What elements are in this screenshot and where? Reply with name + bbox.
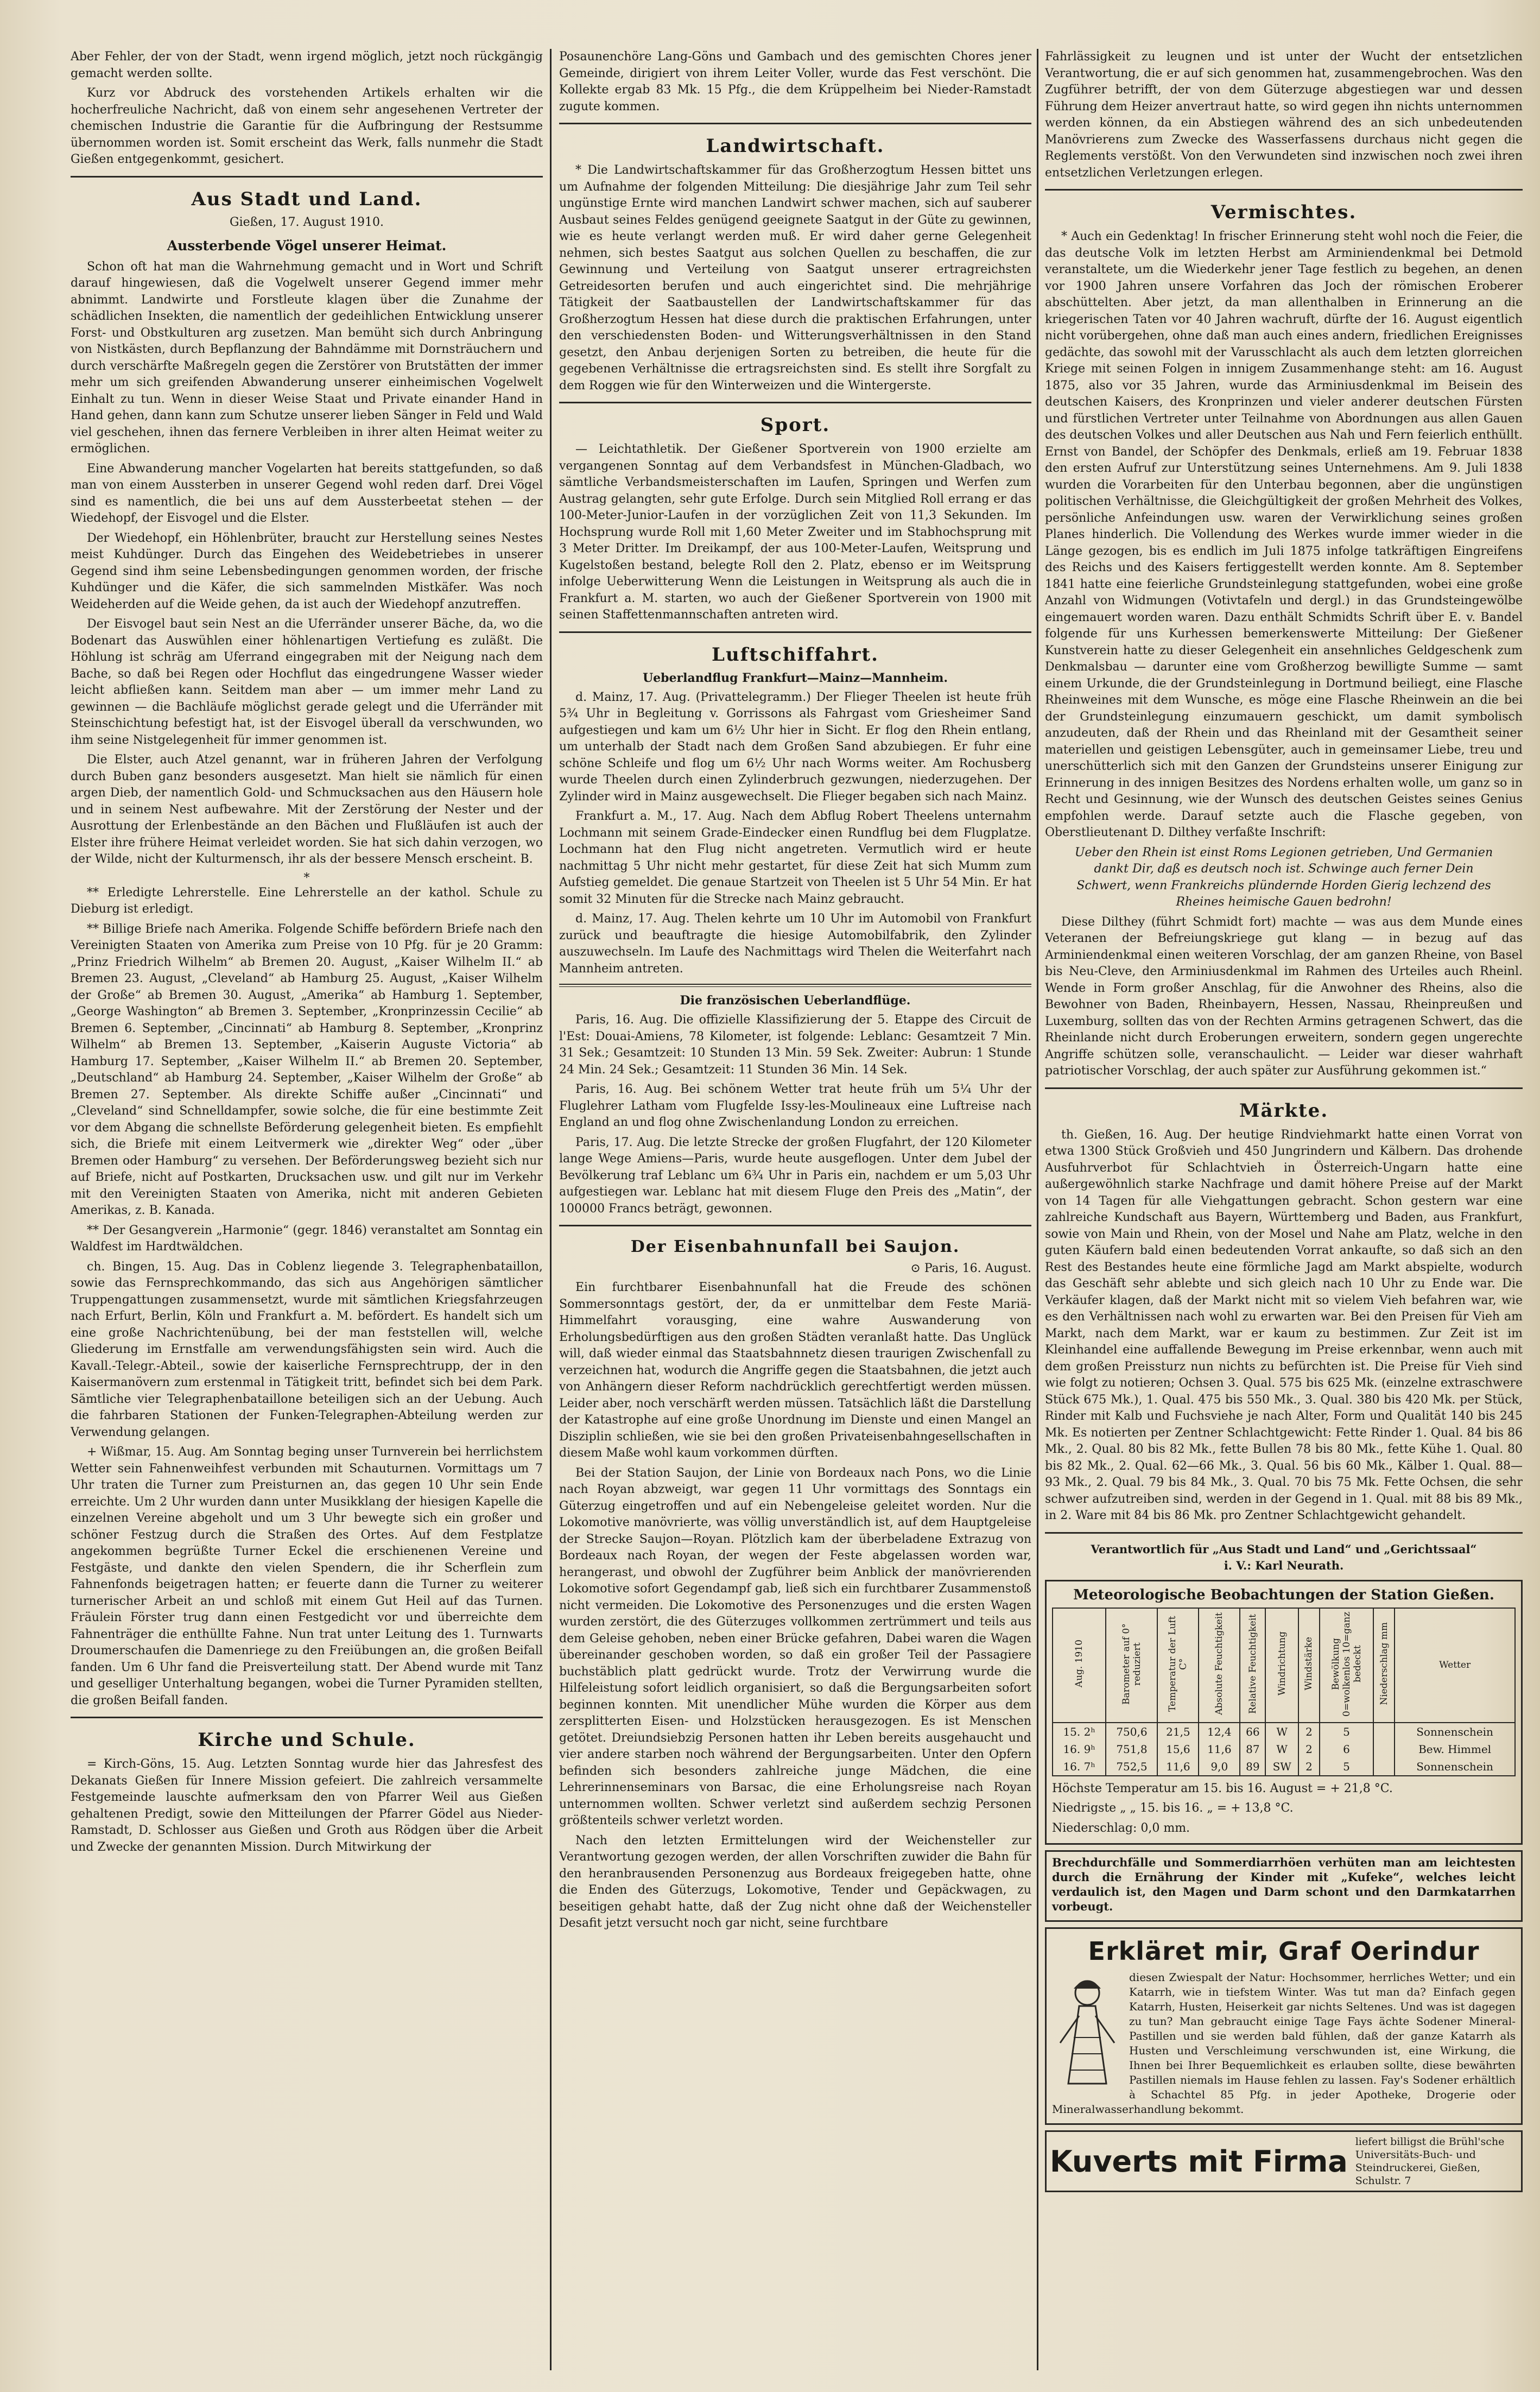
article-paragraph: Paris, 16. Aug. Die offizielle Klassifizierung der 5. Etappe des Circuit de l'Est: Douai-Amiens, 78 Kilometer, ist folgende: Leblanc: Gesamtzeit 7 Min. 31 Sek.; Gesamtzeit: 10 Stunden 13 Min. 59 Sek. Zweiter: Aubrun: 1 Stunde 24 Min. 24 Sek.; Gesamtzeit: 11 Stunden 36 Min. 14 Sek.: [559, 1013, 1031, 1077]
advertisement-kuverts: [1045, 2130, 1523, 2192]
weather-table: [1052, 1608, 1516, 1776]
weather-cell: 751,8: [1106, 1741, 1157, 1758]
weather-cell: [1373, 1723, 1395, 1741]
article-subtitle: Die französischen Ueberlandflüge.: [680, 993, 911, 1008]
advertisement-sodener: [1045, 1927, 1523, 2125]
news-item: + Wißmar, 15. Aug. Am Sonntag beging unser Turnverein bei herrlichstem Wetter sein Fahnenweihfest verbunden mit Schauturnen. Vormittags um 7 Uhr traten die Turner zum Preisturnen an, das gegen 10 Uhr sein Ende erreichte. Um 2 Uhr wurden dann unter Musikklang der hiesigen Kapelle die einzelnen Vereine abgeholt und um 3 Uhr bewegte sich ein großer und schöner Festzug durch die Straßen des Ortes. Auf dem Festplatze angekommen begrüßte Turner Eckel die erschienenen Vereine und Festgäste, und dankte den vielen Spendern, die ihr Scherflein zum Fahnenfonds beigetragen hatten; er feuerte dann die Turner zu weiterer turnerischer Arbeit an und schloß mit einem Gut Heil auf das Turnen. Fräulein Förster trug dann einen Festgedicht vor und überreichte dem Fahnenträger die enthüllte Fahne. Nun trat unter Leitung des 1. Turnwarts Droumerschaufen die Damenriege zu den Freiübungen an, die großen Beifall fanden. Um 6 Uhr fand die Preisverteilung statt. Der Abend wurde mit Tanz und geselliger Unterhaltung begangen, wobei die Turner Pyramiden stellten, die großen Beifall fanden.: [71, 1445, 543, 1707]
article-paragraph: Der Eisvogel baut sein Nest an die Uferränder unserer Bäche, da, wo die Bodenart das Auswühlen einer höhlenartigen Vertiefung es zuläßt. Die Höhlung ist schräg am Uferrand eingegraben mit der Neigung nach dem Bache, so daß bei Regen oder Hochflut das eingedrungene Wasser wieder leicht abfließen kann. Seitdem man aber — um immer mehr Land zu gewinnen — die Bachläufe möglichst gerade gelegt und die Uferränder mit Steinschichtung befestigt hat, ist der Eisvogel überall da verschwunden, wo ihm seine Nistgelegenheit für immer genommen ist.: [71, 617, 543, 747]
section-title: Der Eisenbahnunfall bei Saujon.: [630, 1237, 960, 1256]
weather-row: [1053, 1758, 1515, 1776]
article-paragraph: Ein furchtbarer Eisenbahnunfall hat die Freude des schönen Sommersonntags gestört, der, da er unmittelbar dem Feste Mariä-Himmelfahrt vorausging, eine wahre Auswanderung von Erholungsbedürftigen aus den großen Städten veranlaßt hatte. Das Unglück will, daß wieder einmal das Staatsbahnnetz diesen traurigen Zwischenfall zu verzeichnen hat, wodurch die Angriffe gegen die Staatsbahnen, die jetzt auch von Anhängern dieser Reform nachdrücklich gerechtfertigt werden müssen. Leider aber, noch verschärft werden müssen. Tatsächlich läßt die Darstellung der Katastrophe auf eine große Unordnung im Dienste und einen Mangel an Disziplin schließen, wie sie bei den großen Privateisenbahngesellschaften in diesem Maße wohl kaum vorkommen dürften.: [559, 1281, 1031, 1460]
article-paragraph: d. Mainz, 17. Aug. (Privattelegramm.) Der Flieger Theelen ist heute früh 5¾ Uhr in Begleitung v. Gorrissons als Fahrgast vom Griesheimer Sand aufgestiegen und kam um 6½ Uhr hier in Sicht. Er flog den Rhein entlang, um unterhalb der Stadt nach dem Großen Sand abzubiegen. Er fuhr eine schöne Schleife und flog um 6½ Uhr nach Worms weiter. Am Rochusberg wurde Theelen durch einen Zylinderbruch gezwungen, niederzugehen. Der Zylinder wird in Mainz ausgewechselt. Die Flieger begaben sich nach Mainz.: [559, 690, 1031, 803]
article-paragraph: Paris, 16. Aug. Bei schönem Wetter trat heute früh um 5¼ Uhr der Fluglehrer Latham vom Flugfelde Issy-les-Moulineaux eine Luftreise nach England an und flog ohne Zwischenlandung London zu erreichen.: [559, 1083, 1031, 1129]
weather-cell: Bew. Himmel: [1395, 1741, 1515, 1758]
article-paragraph: Diese Dilthey (führt Schmidt fort) machte — was aus dem Munde eines Veteranen der Befreiungskriege gut klang — in bezug auf das Arminiendenkmal einen weiteren Vorschlag, der am ganzen Rheine, von Basel bis Neu-Cleve, den Arminiusdenkmal im Rahmen des Urteiles auch Rheinl. Wende in Form großer Anschlag, für die Anwohner des Rheins, also die Bewohner von Baden, Rheinbayern, Hessen, Nassau, Rheinpreußen und Luxemburg, sollten das von der Rechten Armins getragenen Schwert, das die Rheinlande nicht durch Eroberungen erweitern, sondern gegen ungerechte Angriffe schützen solle, veranschaulicht. — Leider war dieser wahrhaft patriotischer Vorschlag, der auch später zur Ausführung gekommen ist.“: [1045, 915, 1523, 1078]
divider: [559, 984, 1031, 987]
divider: [559, 631, 1031, 633]
article-paragraph: Paris, 17. Aug. Die letzte Strecke der großen Flugfahrt, der 120 Kilometer lange Wege Amiens—Paris, wurde heute ausgeflogen. Unter dem Jubel der Bevölkerung traf Leblanc um 6¾ Uhr in Paris ein, nachdem er um 5,03 Uhr aufgestiegen war. Leblanc hat mit diesem Fluge den Preis des „Matin“, der 100000 Francs beträgt, gewonnen.: [559, 1135, 1031, 1216]
weather-cell: 5: [1320, 1723, 1373, 1741]
article-paragraph: Frankfurt a. M., 17. Aug. Nach dem Abflug Robert Theelens unternahm Lochmann mit seinem Grade-Eindecker einen Rundflug bei dem Flugplatze. Lochmann hat den Flug nicht angetreten. Vermutlich wird er heute nachmittag 5 Uhr nicht mehr gestartet, für diese Zeit hat sich Mumm zum Aufstieg gemeldet. Die genaue Startzeit von Theelen ist 5 Uhr 54 Min. Er hat somit 32 Minuten für die Strecke nach Mainz gebraucht.: [559, 809, 1031, 906]
column-2: [559, 49, 1031, 2376]
article-paragraph: * Auch ein Gedenktag! In frischer Erinnerung steht wohl noch die Feier, die das deutsche Volk im letzten Herbst am Arminiendenkmal bei Detmold veranstaltete, um die Wiederkehr jener Tage festlich zu begehen, an denen vor 1900 Jahren unsere Vorfahren das Joch der römischen Eroberer abschüttelten. Aber jetzt, da man allenthalben in Erinnerung an die kriegerischen Taten vor 40 Jahren wachruft, dürfte der 16. August eigentlich nicht vorübergehen, ohne daß man auch eines andern, friedlichen Ereignisses gedächte, das sowohl mit der Varusschlacht als auch dem letzten glorreichen Kriege mit seinen Folgen in innigem Zusammenhange steht: am 16. August 1875, also vor 35 Jahren, wurde das Arminiusdenkmal im Beisein des deutschen Kaisers, des Kronprinzen und vieler anderer deutschen Fürsten und fürstlichen Vertreter unter Teilnahme von Abordnungen aus allen Gauen des deutschen Volkes und aller Deutschen aus Nah und Fern feierlich enthüllt. Ernst von Bandel, der Schöpfer des Denkmals, erließ am 19. Februar 1838 den ersten Aufruf zur Unterstützung seines Unternehmens. Am 9. Juli 1838 wurden die Vorarbeiten für den Unterbau begonnen, aber die ungünstigen politischen Verhältnisse, die Gleichgültigkeit der großen Mehrheit des Volkes, persönliche Anfeindungen usw. waren der Verwirklichung seines großen Planes hinderlich. Die Vollendung des Werkes wurde immer wieder in die Länge gezogen, bis es endlich im Juli 1875 infolge tatkräftigen Eingreifens des Reichs und des Kaisers fertiggestellt werden konnte. Am 8. September 1841 hatte eine feierliche Grundsteinlegung stattgefunden, wobei eine große Anzahl von Widmungen (Votivtafeln und dergl.) in das Grundsteingewölbe eingemauert worden waren. Dazu enthält Schmidts Schrift über E. v. Bandel folgende für uns Kurhessen bemerkenswerte Mitteilung: Der Gießener Kunstverein hatte zu dieser Gelegenheit ein ansehnliches Geldgeschenk zum Denkmalsbau — darunter eine vom Großherzog bewilligte Summe — samt einem Urkunde, die der Grundsteinlegung in Dortmund beiliegt, eine Flasche Rheinweines mit dem Wunsche, es möge eine Flasche Rheinwein an die bei der Grundsteinlegung einzumauern geschickt, um damit symbolisch anzudeuten, daß der Rhein und das Rheinland mit der Gesamtheit seiner materiellen und geistigen Lebensgüter, auch in gemeinsamer Liebe, treu und unerschütterlich sich mit den Ganzen der Grundsteins unserer Einigung zur Erinnerung in des innigen Besitzes des Nordens erhalten wolle, um ganz so in Recht und Gesinnung, wie der Wunsch des deutschen Geistes seines Genius empfohlen werde. Darauf setzte auch die Flasche gegeben, von Oberstlieutenant D. Dilthey verfaßte Inschrift:: [1045, 230, 1523, 839]
weather-cell: 750,6: [1106, 1723, 1157, 1741]
news-item: ** Der Gesangverein „Harmonie“ (gegr. 1846) veranstaltet am Sonntag ein Waldfest im Hardtwäldchen.: [71, 1223, 543, 1254]
weather-header: Relative Feuchtigkeit: [1240, 1608, 1265, 1723]
article-paragraph: Nach den letzten Ermittelungen wird der Weichensteller zur Verantwortung gezogen werden, der allen Vorschriften zuwider die Bahn für den heranbrausenden Personenzug aus Bordeaux freigegeben hatte, ohne die Enden des Güterzugs, Lokomotive, Tender und Gepäckwagen, zu beseitigen gehabt hatte, daß der Zug nicht ohne daß der Weichensteller Desafit jetzt versucht noch gar nicht, seine furchtbare: [559, 1833, 1031, 1930]
weather-cell: 9,0: [1199, 1758, 1240, 1776]
section-title: Sport.: [760, 414, 831, 436]
weather-cell: 87: [1240, 1741, 1265, 1758]
weather-cell: 5: [1320, 1758, 1373, 1776]
weather-cell: SW: [1265, 1758, 1298, 1776]
weather-cell: 89: [1240, 1758, 1265, 1776]
weather-box: [1045, 1580, 1523, 1845]
divider: [559, 123, 1031, 124]
weather-cell: Sonnenschein: [1395, 1723, 1515, 1741]
weather-header: Bewölkung 0=wolkenlos 10=ganz bedeckt: [1320, 1608, 1373, 1723]
weather-header: Aug. 1910: [1053, 1608, 1106, 1723]
article-paragraph: th. Gießen, 16. Aug. Der heutige Rindviehmarkt hatte einen Vorrat von etwa 1300 Stück Großvieh und 450 Jungrindern und Kälbern. Das drohende Ausfuhrverbot für Schlachtvieh in Österreich-Ungarn hatte eine außergewöhnlich starke Nachfrage und damit höhere Preise auf der Markt von 14 Tagen für alle Viehgattungen gebracht. Schon gestern war eine zahlreiche Kundschaft aus Bayern, Württemberg und Baden, aus Frankfurt, sowie von Main und Rhein, von der Mosel und Nahe am Platz, welche in den guten Käufern bald einen bedeutenden Vorrat ankaufte, so daß sich an den Rest des Bestandes heute eine förmliche Jagd am Markt abspielte, wodurch das Geschäft sehr ablebte und sich gleich nach 10 Uhr zu Ende war. Die Verkäufer klagen, daß der Markt nicht mit so vielem Vieh befahren war, wie es den Verhältnissen nach wohl zu erwarten war. Bei den Preisen für Vieh am Markt, nach dem Markt, war er kaum zu bestimmen. Zur Zeit ist im Kleinhandel eine auffallende Bewegung im Preise erkennbar, wenn auch mit dem großen Preissturz nun nichts zu befürchten ist. Die Preise für Vieh sind wie folgt zu notieren; Ochsen 3. Qual. 575 bis 625 Mk. (einzelne extraschwere Stück 675 Mk.), 1. Qual. 475 bis 550 Mk., 3. Qual. 380 bis 420 Mk. per Stück, Rinder mit Kalb und Fuchsviehe je nach Alter, Form und Qualität 140 bis 245 Mk. Es notierten per Zentner Schlachtgewicht: Fette Rinder 1. Qual. 84 bis 86 Mk., 2. Qual. 80 bis 82 Mk., fette Bullen 78 bis 80 Mk., fette Kühe 1. Qual. 80 bis 82 Mk., 2. Qual. 62—66 Mk., 3. Qual. 56 bis 60 Mk., Kälber 1. Qual. 88—93 Mk., 2. Qual. 79 bis 84 Mk., 3. Qual. 70 bis 75 Mk. Fette Ochsen, die sehr schwer aufzutreiben sind, werden in der Gegend in 1. Qual. mit 88 bis 89 Mk., in 2. Ware mit 84 bis 86 Mk. pro Zentner Schlachtgewicht gehandelt.: [1045, 1128, 1523, 1522]
weather-cell: 11,6: [1157, 1758, 1199, 1776]
dateline: ⊙ Paris, 16. August.: [910, 1262, 1031, 1275]
weather-header: Absolute Feuchtigkeit: [1199, 1608, 1240, 1723]
weather-cell: 11,6: [1199, 1741, 1240, 1758]
divider: [1045, 1532, 1523, 1534]
article-title: Aussterbende Vögel unserer Heimat.: [167, 237, 447, 254]
weather-cell: 752,5: [1106, 1758, 1157, 1776]
advertisement-kufeke: [1045, 1850, 1523, 1922]
weather-cell: 6: [1320, 1741, 1373, 1758]
article-paragraph: * Die Landwirtschaftskammer für das Großherzogtum Hessen bittet uns um Aufnahme der folgenden Mitteilung: Die diesjährige Jahr zum Teil sehr ungünstige Ernte wird manchen Landwirt schwer machen, sich auf sauberer Ausbaut seines Feldes genügend geeignete Saatgut in der Güte zu gewinnen, wie es heute verlangt werden muß. Er wird daher gerne Gelegenheit nehmen, sich bestes Saatgut aus solchen Quellen zu beschaffen, die zur Gewinnung und Verteilung von Saatgut unserer ertragreichsten Getreidesorten berufen und auch eingerichtet sind. Die mehrjährige Tätigkeit der Saatbaustellen der Landwirtschaftskammer für das Großherzogtum Hessen hat diese durch die praktischen Erfahrungen, unter den verschiedensten Boden- und Witterungsverhältnissen in den Stand gesetzt, den Anbau derjenigen Sorten zu betreiben, die heute für die gegebenen Verhältnisse die ertragsreichsten sind. Es stellt ihre Sorgfalt zu dem Roggen wie für den Winterweizen und die Wintergerste.: [559, 163, 1031, 393]
article-paragraph: d. Mainz, 17. Aug. Thelen kehrte um 10 Uhr im Automobil von Frankfurt zurück und beauftragte die hiesige Automobilfabrik, den Zylinder auszuwechseln. Im Laufe des Nachmittags wird Thelen die Weiterfahrt nach Mannheim antreten.: [559, 912, 1031, 976]
weather-note: Niedrigste „ „ 15. bis 16. „ = + 13,8 °C.: [1052, 1801, 1294, 1815]
article-paragraph: Posaunenchöre Lang-Göns und Gambach und des gemischten Chores jener Gemeinde, dirigiert von ihrem Leiter Voller, wurde das Fest verschönt. Die Kollekte ergab 83 Mk. 15 Pfg., die dem Krüppelheim bei Nieder-Ramstadt zugute kommen.: [559, 50, 1031, 113]
article-paragraph: Fahrlässigkeit zu leugnen und ist unter der Wucht der entsetzlichen Verantwortung, die er auf sich genommen hat, zusammengebrochen. Was den Zugführer betrifft, der von dem Güterzuge abgestiegen war und dessen Führung dem Heizer anvertraut hatte, so wird gegen ihn nichts unternommen werden können, da ein Abstiegen während des an sich unbedeutenden Manövrierens zum Zwecke des Wasserfassens durchaus nicht gegen die Reglements verstößt. Von den Verwundeten sind inzwischen noch zwei ihren entsetzlichen Verletzungen erlegen.: [1045, 50, 1523, 180]
ad-text: diesen Zwiespalt der Natur: Hochsommer, herrliches Wetter; und ein Katarrh, wie in tiefstem Winter. Was tut man da? Einfach gegen Katarrh, Husten, Heiserkeit gar nichts Seltenes. Und was ist dagegen zu tun? Man gebraucht einige Tage Fays ächte Sodener Mineral-Pastillen und sie werden bald fühlen, daß der ganze Katarrh als Husten und Verschleimung verschwunden ist, eine Wirkung, die Ihnen bei Ihrer Bequemlichkeit es erlauben sollte, diese bewährten Pastillen niemals im Hause fehlen zu lassen. Fay's Sodener erhältlich à Schachtel 85 Pfg. in jeder Apotheke, Drogerie oder Mineralwasserhandlung bekommt.: [1052, 1971, 1516, 2116]
intro-paragraph: Kurz vor Abdruck des vorstehenden Artikels erhalten wir die hocherfreuliche Nachricht, daß von einem sehr angesehenen Vertreter der chemischen Industrie die Garantie für die Aufbringung der Restsumme übernommen worden ist. Somit erscheint das Werk, falls nunmehr die Stadt Gießen entgegenkommt, gesichert.: [71, 86, 543, 166]
weather-cell: 15,6: [1157, 1741, 1199, 1758]
ad-title: Kuverts mit Firma: [1050, 2144, 1348, 2179]
weather-header: Wetter: [1395, 1608, 1515, 1723]
section-title: Landwirtschaft.: [706, 135, 885, 157]
weather-title: Meteorologische Beobachtungen der Station Gießen.: [1073, 1586, 1494, 1603]
weather-note: Niederschlag: 0,0 mm.: [1052, 1821, 1190, 1835]
weather-header: Windstärke: [1298, 1608, 1320, 1723]
ad-text: liefert billigst die Brühl'sche Universitäts-Buch- und Steindruckerei, Gießen, Schulstr. 7: [1355, 2136, 1505, 2187]
weather-header: Temperatur der Luft C°: [1157, 1608, 1199, 1723]
weather-header: Windrichtung: [1265, 1608, 1298, 1723]
news-item: = Kirch-Göns, 15. Aug. Letzten Sonntag wurde hier das Jahresfest des Dekanats Gießen für Innere Mission gefeiert. Die zahlreich versammelte Festgemeinde lauschte aufmerksam den von Pfarrer Weil aus Gießen gehaltenen Predigt, sowie den Mitteilungen der Pfarrer Gödel aus Nieder-Ramstadt, D. Schlosser aus Gießen und Groth aus Rödgen über die Arbeit und Zwecke der genannten Mission. Durch Mitwirkung der: [71, 1757, 543, 1854]
weather-cell: 2: [1298, 1741, 1320, 1758]
column-rule: [1037, 49, 1038, 2370]
weather-row: [1053, 1741, 1515, 1758]
weather-header: Barometer auf 0° reduziert: [1106, 1608, 1157, 1723]
weather-cell: 2: [1298, 1758, 1320, 1776]
intro-paragraph: Aber Fehler, der von der Stadt, wenn irgend möglich, jetzt noch rückgängig gemacht werden sollte.: [71, 50, 543, 80]
column-1: [71, 49, 543, 2376]
section-title: Luftschiffahrt.: [712, 643, 879, 666]
column-3: [1045, 49, 1523, 2376]
weather-cell: Sonnenschein: [1395, 1758, 1515, 1776]
lady-figure-icon: [1052, 1972, 1123, 2086]
divider: [71, 176, 543, 178]
news-item: ** Billige Briefe nach Amerika. Folgende Schiffe befördern Briefe nach den Vereinigten Staaten von Amerika zum Preise von 10 Pfg. für je 20 Gramm: „Prinz Friedrich Wilhelm“ ab Bremen 20. August, „Kaiser Wilhelm II.“ ab Bremen 23. August, „Cleveland“ ab Hamburg 25. August, „Kaiser Wilhelm der Große“ ab Bremen 30. August, „Amerika“ ab Hamburg 1. September, „George Washington“ ab Bremen 3. September, „Kronprinzessin Cecilie“ ab Bremen 6. September, „Cincinnati“ ab Hamburg 8. September, „Kronprinz Wilhelm“ ab Bremen 13. September, „Kaiserin Auguste Victoria“ ab Hamburg 17. September, „Kaiser Wilhelm II.“ ab Bremen 20. September, „Deutschland“ ab Hamburg 24. September, „Kaiser Wilhelm der Große“ ab Bremen 27. September. Als direkte Schiffe außer „Cincinnati“ und „Cleveland“ sind Schnelldampfer, sowie solche, die für eine bestimmte Zeit vor dem Abgang die schnellste Beförderung gelegenheit bieten. Es empfiehlt sich, die Briefe mit einem Leitvermerk wie „direkter Weg“ oder „über Bremen oder Hamburg“ zu versehen. Der Beförderungsweg bezieht sich nur auf Briefe, nicht auf Postkarten, Drucksachen usw. und gilt nur im Verkehr mit den Vereinigten Staaten von Amerika, nicht mit anderen Gebieten Amerikas, z. B. Kanada.: [71, 922, 543, 1217]
weather-cell: 21,5: [1157, 1723, 1199, 1741]
weather-cell: [1373, 1758, 1395, 1776]
weather-row: [1053, 1723, 1515, 1741]
article-paragraph: Der Wiedehopf, ein Höhlenbrüter, braucht zur Herstellung seines Nestes meist Kuhdünger. Durch das Eingehen des Weidebetriebes in unserer Gegend sind ihm seine Lebensbedingungen genommen worden, der frische Kuhdünger und die Käfer, die sich sammelnden Mistkäfer. Was noch Weideherden auf die Weide gehen, da ist auch der Wiedehopf anzutreffen.: [71, 531, 543, 611]
weather-cell: W: [1265, 1723, 1298, 1741]
column-rule: [550, 49, 552, 2370]
divider: [559, 402, 1031, 403]
section-title: Märkte.: [1239, 1099, 1329, 1122]
section-title: Vermischtes.: [1211, 201, 1357, 223]
section-title: Aus Stadt und Land.: [191, 188, 422, 210]
divider: [559, 1225, 1031, 1226]
ad-text: Brechdurchfälle und Sommerdiarrhöen verhüten man am leichtesten durch die Ernährung der Kinder mit „Kufeke“, welches leicht verdaulich ist, den Magen und Darm schont und den Darmkatarrhen vorbeugt.: [1052, 1856, 1516, 1913]
asterisk-separator: *: [303, 871, 310, 885]
divider: [1045, 1087, 1523, 1089]
weather-cell: W: [1265, 1741, 1298, 1758]
article-paragraph: Bei der Station Saujon, der Linie von Bordeaux nach Pons, wo die Linie nach Royan abzweigt, war gegen 11 Uhr vormittags des Sonntags ein Güterzug eingetroffen und auf ein Nebengeleise geleitet worden. Nur die Lokomotive manövrierte, was völlig unverständlich ist, auf dem Hauptgeleise der Strecke Saujon—Royan. Plötzlich kam der überbeladene Extrazug von Bordeaux nach Royan, der wegen der Feste abgelassen worden war, herangerast, und obwohl der Zugführer beim Anblick der manövrierenden Lokomotive sofort Gegendampf gab, ließ sich ein furchtbarer Zusammenstoß nicht vermeiden. Die Lokomotive des Personenzuges und die ersten Wagen wurden zerstört, die des Güterzuges vollkommen zertrümmert und teils aus dem Geleise gehoben, neben einer Brücke gefahren, Dabei waren die Wagen übereinander geschoben worden, so daß ein großer Teil der Passagiere buchstäblich platt gedrückt wurde. Trotz der Verwirrung wurde die Hilfeleistung sofort leidlich organisiert, so daß die Bergungsarbeiten sofort beginnen konnten. Mit unendlicher Mühe wurden die Körper aus dem zersplitterten Eisen- und Holzstücken herausgezogen. Es ist Menschen getötet. Dreiundsiebzig Personen hatten ihr Leben bereits ausgehaucht und vier andere starben noch während der Bergungsarbeiten. Unter den Opfern befinden sich besonders zahlreiche junge Mädchen, die eine Lehrerinnenseminars von Barsac, die eine Erholungsreise nach Royan unternommen wollten. Schwer verletzt sind außerdem sechzig Personen größtenteils schwer verletzt worden.: [559, 1466, 1031, 1827]
weather-note: Höchste Temperatur am 15. bis 16. August = + 21,8 °C.: [1052, 1781, 1393, 1795]
verse: Ueber den Rhein ist einst Roms Legionen getrieben, Und Germanien dankt Dir, daß es deutsch noch ist. Schwinge auch ferner Dein Schwert, wenn Frankreichs plündernde Horden Gierig lechzend des Rheines heimische Gauen bedrohn!: [1074, 845, 1493, 909]
responsible-editor: i. V.: Karl Neurath.: [1224, 1559, 1344, 1572]
article-paragraph: — Leichtathletik. Der Gießener Sportverein von 1900 erzielte am vergangenen Sonntag auf dem Verbandsfest in München-Gladbach, wo sämtliche Verbandsmeisterschaften im Laufen, Springen und Werfen zum Austrag gelangten, sehr gute Erfolge. Durch sein Mitglied Roll errang er das 100-Meter-Junior-Laufen in der vorzüglichen Zeit von 11,3 Sekunden. Im Hochsprung wurde Roll mit 1,60 Meter Zweiter und im Stabhochsprung mit 3 Meter Dritter. Im Dreikampf, der aus 100-Meter-Laufen, Weitsprung und Kugelstoßen bestand, belegte Roll den 2. Platz, ebenso er im Weitsprung infolge Ueberwitterung Wenn die Leistungen in Weitsprung als auch die in Frankfurt a. M. starten, wo auch der Gießener Sportverein von 1900 mit seinen Staffettenmannschaften antreten wird.: [559, 442, 1031, 622]
weather-cell: 15. 2ʰ: [1053, 1723, 1106, 1741]
news-item: ** Erledigte Lehrerstelle. Eine Lehrerstelle an der kathol. Schule zu Dieburg ist erledigt.: [71, 885, 543, 916]
news-item: ch. Bingen, 15. Aug. Das in Coblenz liegende 3. Telegraphenbataillon, sowie das Fernsprechkommando, das sich aus Angehörigen sämtlicher Truppengattungen zusammensetzt, wurde mit sämtlichen Kriegsfahrzeugen nach Erfurt, Berlin, Köln und Frankfurt a. M. befördert. Es handelt sich um eine große Nachrichtenübung, bei der man feststellen will, welche Gliederung im Ernstfalle am verwendungsfähigsten sein wird. Auch die Kavall.-Telegr.-Abteil., sowie der kaiserliche Fernsprechtrupp, der in den Kaisermanövern zum erstenmal in Tätigkeit tritt, befindet sich bei dem Park. Sämtliche vier Telegraphenbataillone beteiligen sich an der Uebung. Auch die fahrbaren Stationen der Funken-Telegraphen-Abteilung werden zur Verwendung gelangen.: [71, 1260, 543, 1439]
weather-cell: 12,4: [1199, 1723, 1240, 1741]
article-paragraph: Die Elster, auch Atzel genannt, war in früheren Jahren der Verfolgung durch Buben ganz besonders ausgesetzt. Man hielt sie nämlich für einen argen Dieb, der namentlich Gold- und Schmucksachen aus den Häusern hole und in seinem Nest aufbewahre. Mit der Zerstörung der Nester und der Ausrottung der Erlenbestände an den Bächen und Flußläufen ist auch der Elster ihre frühere Heimat verleidet worden. Sie hat sich dahin verzogen, wo der Wilde, nicht der Kulturmensch, ihr als der bessere Mensch erscheint. B.: [71, 753, 543, 866]
responsible-editor: Verantwortlich für „Aus Stadt und Land“ und „Gerichtssaal“: [1091, 1542, 1477, 1556]
weather-cell: 16. 9ʰ: [1053, 1741, 1106, 1758]
article-paragraph: Schon oft hat man die Wahrnehmung gemacht und in Wort und Schrift darauf hingewiesen, daß die Vogelwelt unserer Gegend immer mehr abnimmt. Landwirte und Forstleute klagen über die Zunahme der schädlichen Insekten, die namentlich der gedeihlichen Entwicklung unserer Forst- und Obstkulturen arg zusetzen. Man bemüht sich durch Anbringung von Nistkästen, durch Bepflanzung der Bahndämme mit Dornsträuchern und durch verschärfte Maßregeln gegen die Zerstörer von Brutstätten der immer mehr um sich greifenden Abwanderung unserer einheimischen Vogelwelt Einhalt zu tun. Wenn in dieser Weise Staat und Private einander Hand in Hand gehen, dann kann zum Schutze unserer lieben Sänger in Feld und Wald viel geschehen, ihnen das fernere Verbleiben in ihrer alten Heimat weiter zu ermöglichen.: [71, 260, 543, 455]
section-title: Kirche und Schule.: [198, 1729, 416, 1751]
weather-header: Niederschlag mm: [1373, 1608, 1395, 1723]
weather-cell: 2: [1298, 1723, 1320, 1741]
weather-cell: [1373, 1741, 1395, 1758]
weather-cell: 16. 7ʰ: [1053, 1758, 1106, 1776]
weather-cell: 66: [1240, 1723, 1265, 1741]
divider: [71, 1717, 543, 1718]
article-subtitle: Ueberlandflug Frankfurt—Mainz—Mannheim.: [642, 670, 948, 685]
divider: [1045, 189, 1523, 191]
dateline: Gießen, 17. August 1910.: [230, 215, 384, 229]
article-paragraph: Eine Abwanderung mancher Vogelarten hat bereits stattgefunden, so daß man von einem Aussterben in unserer Gegend wohl reden darf. Drei Vögel sind es namentlich, die bei uns auf dem Aussterbeetat stehen — der Wiedehopf, der Eisvogel und die Elster.: [71, 461, 543, 525]
ad-title: Erkläret mir, Graf Oerindur: [1088, 1937, 1480, 1966]
weather-header-row: [1053, 1608, 1515, 1723]
